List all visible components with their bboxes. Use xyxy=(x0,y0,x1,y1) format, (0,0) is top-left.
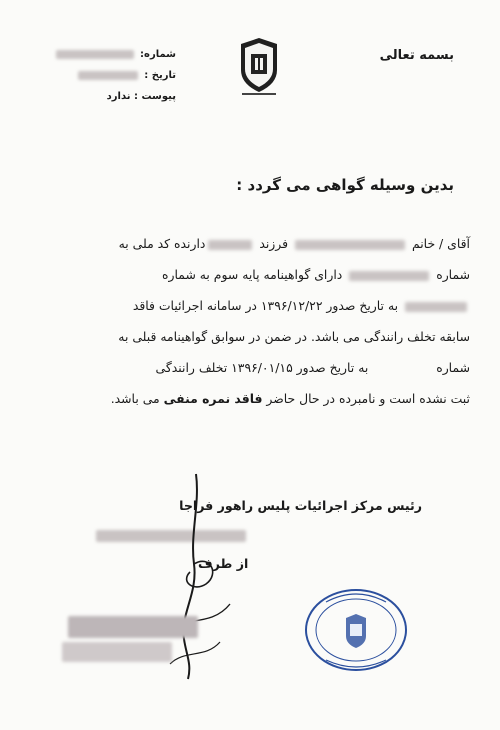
redacted-stamp xyxy=(58,606,208,676)
certificate-body xyxy=(38,228,470,414)
meta-date-label: تاریخ : xyxy=(144,70,176,81)
body-text-segment: دارای گواهینامه پایه سوم به شماره xyxy=(162,267,343,282)
signatory-title: رئیس مرکز اجرائیات پلیس راهور فراجا xyxy=(179,498,422,513)
letter-meta xyxy=(36,44,176,107)
body-line-6 xyxy=(38,383,470,414)
meta-date-row xyxy=(36,65,176,86)
body-line-5 xyxy=(38,352,470,383)
on-behalf-label: از طرف xyxy=(198,556,249,571)
redacted-number xyxy=(56,50,134,59)
meta-attachment-row xyxy=(36,86,176,107)
body-line-4: سابقه تخلف رانندگی می باشد. در ضمن در سوابق گواهینامه قبلی به xyxy=(118,329,470,344)
certificate-heading: بدین وسیله گواهی می گردد : xyxy=(236,176,454,194)
body-text-segment: شماره xyxy=(436,360,470,375)
body-line-2 xyxy=(38,259,470,290)
meta-number-label: شماره: xyxy=(140,49,176,60)
meta-number-row xyxy=(36,44,176,65)
body-text-segment: به تاریخ صدور ۱۳۹۶/۱۲/۲۲ در سامانه اجرائیات فاقد xyxy=(132,298,399,313)
body-text-segment: به تاریخ صدور ۱۳۹۶/۰۱/۱۵ تخلف رانندگی xyxy=(155,360,369,375)
body-text-segment: آقای / خانم xyxy=(411,236,470,251)
body-text-segment: می باشد. xyxy=(110,391,160,406)
meta-attachment: پیوست : ندارد xyxy=(106,91,176,102)
body-text-bold: فاقد نمره منفی xyxy=(163,391,263,406)
body-text-segment: شماره xyxy=(436,267,470,282)
body-line-3 xyxy=(38,290,470,321)
redacted-father-name xyxy=(208,240,252,250)
body-text-segment: فرزند xyxy=(259,236,289,251)
redacted-national-id xyxy=(349,271,429,281)
redacted-license-number xyxy=(405,302,467,312)
redacted-name xyxy=(295,240,405,250)
body-text-segment: ثبت نشده است و نامبرده در حال حاضر xyxy=(266,391,470,406)
redacted-date xyxy=(78,71,138,80)
official-stamp xyxy=(296,580,416,680)
bismillah-heading: بسمه تعالی xyxy=(379,48,454,63)
police-emblem-icon xyxy=(236,36,282,96)
body-line-1 xyxy=(38,228,470,259)
body-text-segment: دارنده کد ملی به xyxy=(118,236,206,251)
